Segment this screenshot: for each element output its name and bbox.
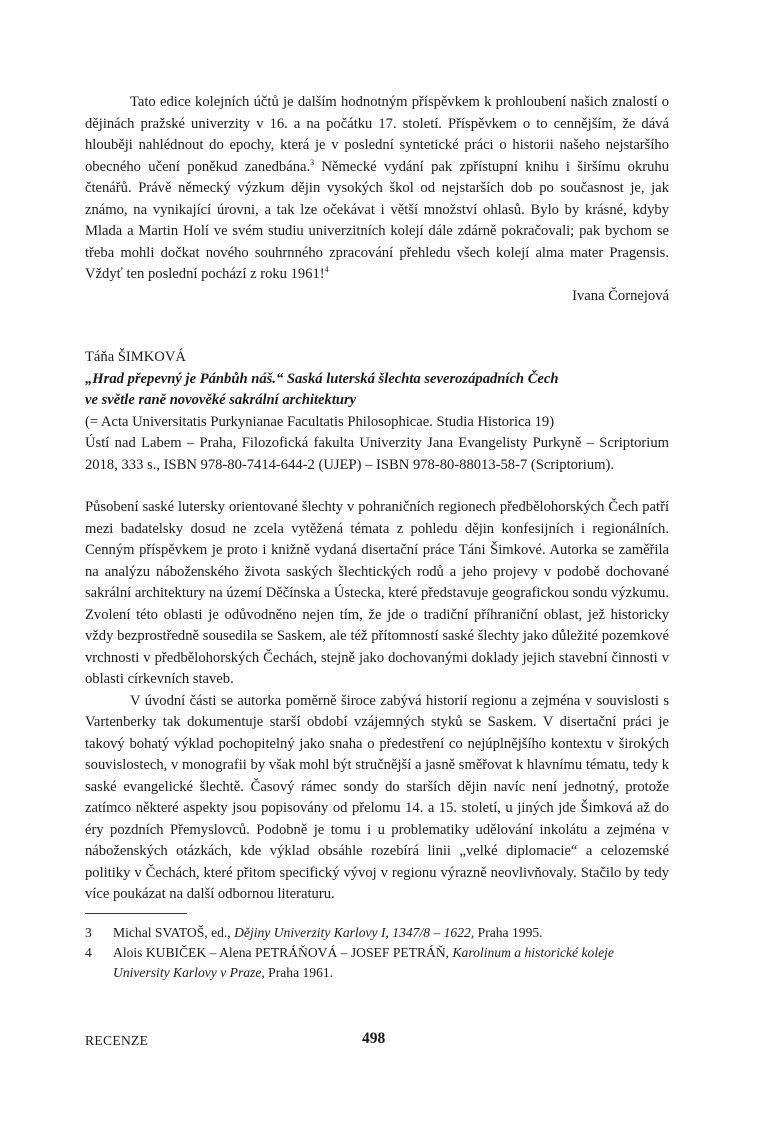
- book-title-line-1: „Hrad přepevný je Pánbůh náš.“ Saská luterská šlechta severozápadních Čech: [85, 370, 559, 387]
- intro-text-continued: Německé vydání pak zpřístupní knihu i širšímu okruhu čtenářů. Právě německý výzkum dějin vysokých škol od nejstarších dob po současnost je, jak známo, na vynikající úrovni, a tak lze očekávat i větší množství ohlasů. Bylo by krásné, kdyby Mlada a Martin Holí ve svém studiu univerzitních kolejí dále zdárně pokračovali; pak bychom se třeba mohli dočkat nového souhrnného zpracování přehledu všech kolejí alma mater Pragensis. Vždyť ten poslední pochází z roku 1961!: [85, 158, 669, 282]
- footnote-number: 4: [85, 945, 92, 960]
- running-footer-section: RECENZE: [85, 1033, 149, 1048]
- text-column: [85, 92, 669, 906]
- bibliographic-details: Ústí nad Labem – Praha, Filozofická fakulta Univerzity Jana Evangelisty Purkyně – Scriptorium 2018, 333 s., ISBN 978-80-7414-644-2 (UJEP) – ISBN 978-80-88013-58-7 (Scriptorium).: [85, 435, 669, 473]
- book-title: [85, 369, 669, 412]
- review-body: [85, 497, 669, 906]
- review-header: [85, 347, 669, 476]
- footnote-work-title: Karolinum a historické koleje University Karlovy v Praze,: [113, 945, 614, 980]
- intro-paragraph: [85, 92, 669, 286]
- footnote-number: 3: [85, 925, 92, 940]
- reviewer-signature: Ivana Čornejová: [572, 287, 669, 304]
- footnote-ref-4[interactable]: 4: [324, 265, 329, 275]
- review-paragraph-1: Působení saské lutersky orientované šlechty v pohraničních regionech předbělohorských Čech patří mezi badatelsky dosud ne zcela vytěžená témata z pohledu dějin konfesijních i regionálních. Cenným příspěvkem je proto i knižně vydaná disertační práce Táni Šimkové. Autorka se zaměřila na analýzu náboženského života saských šlechtických rodů a jeho projevy v podobě dochované sakrální architektury na území Děčínska a Ústecka, které představuje geografickou sondu výzkumu. Zvolení této oblasti je odůvodněno nejen tím, že jde o tradiční příhraniční oblast, jež historicky vždy bezprostředně sousedila se Saskem, ale též přítomností saské šlechty jako důležité pozemkové vrchnosti v předbělohorských Čechách, stejně jako dochovanými doklady jejich stavební činnosti v oblasti církevních staveb.: [85, 499, 669, 687]
- footnote-text: [113, 923, 669, 943]
- footnotes: [85, 913, 669, 983]
- book-title-line-2: ve světle raně novověké sakrální architektury: [85, 392, 357, 408]
- book-series: (= Acta Universitatis Purkynianae Facultatis Philosophicae. Studia Historica 19): [85, 413, 555, 430]
- footnote-imprint: Praha 1995.: [474, 925, 543, 940]
- footnote-text: [113, 943, 669, 983]
- footnote-citation: Michal SVATOŠ, ed.,: [113, 925, 235, 940]
- book-author: Táňa ŠIMKOVÁ: [85, 349, 186, 365]
- footnote-3: [85, 923, 669, 943]
- footnote-ref-3[interactable]: 3: [310, 157, 315, 167]
- footnote-divider: [85, 913, 187, 914]
- intro-text: Tato edice kolejních účtů je dalším hodnotným příspěvkem k prohloubení našich znalostí o dějinách pražské univerzity v 16. a na počátku 17. století. Příspěvkem o to cennějším, že dává hlouběji nahlédnout do epochy, která je v poslední syntetické práci o historii našeho nejstaršího obecného učení poněkud zanedbána.: [85, 94, 669, 175]
- footnote-work-title: Dějiny Univerzity Karlovy I, 1347/8 – 1622,: [234, 925, 475, 940]
- review-paragraph-2: V úvodní části se autorka poměrně široce zabývá historií regionu a zejména v souvislosti s Vartenberky tak dokumentuje starší období vzájemných styků se Saskem. V disertační práci je takový bohatý výklad pochopitelný jako snaha o předestření co nejúplnějšího kontextu v širokých souvislostech, v monografii by však mohl být stručnější a jasně směřovat k hlavnímu tématu, tedy k saské evangelické šlechtě. Časový rámec sondy do starších dějin navíc není jednotný, protože zatímco některé aspekty jsou popisovány od přelomu 14. a 15. století, u jiných jde Šimková až do éry pozdních Přemyslovců. Podobně je tomu i u problematiky udělování inkolátu a zejména v náboženských otázkách, kde výklad obsáhle rozebírá linii „velké diplomacie“ a celozemské politiky v Čechách, které přitom specifický vývoj v regionu výrazně neovlivňovaly. Stačilo by tedy více poukázat na další odbornou literaturu.: [85, 692, 669, 902]
- page-number: 498: [362, 1030, 386, 1047]
- footnote-imprint: Praha 1961.: [264, 965, 334, 980]
- footnote-4: [85, 943, 669, 983]
- footnote-citation: Alois KUBIČEK – Alena PETRÁŇOVÁ – JOSEF PETRÁŇ,: [113, 945, 453, 960]
